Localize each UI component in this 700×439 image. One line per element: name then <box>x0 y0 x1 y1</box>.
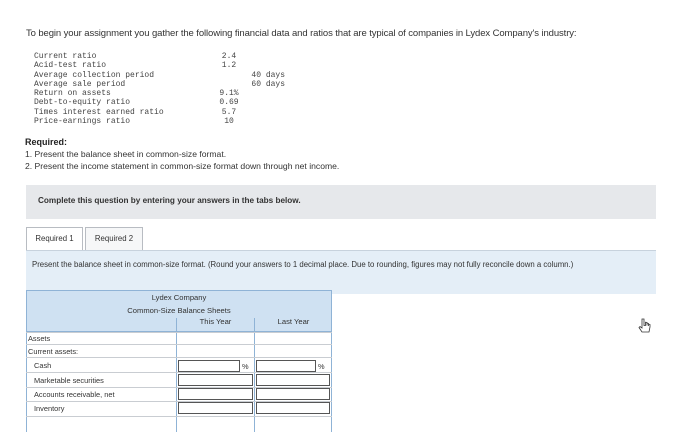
ratio-row <box>34 98 274 107</box>
ratio-value: 9.1% <box>219 89 239 99</box>
cash-this-year-input[interactable] <box>178 360 240 372</box>
ratio-number: 60 <box>251 79 261 89</box>
ratio-row <box>34 70 286 80</box>
marketable-securities-last-year-input[interactable] <box>256 374 330 386</box>
row-divider <box>26 416 332 417</box>
column-divider <box>176 318 177 432</box>
instruction-text: Present the balance sheet in common-size format. (Round your answers to 1 decimal place. Due to rounding, figures may not fully reconcile down a column.) <box>32 260 574 269</box>
ratio-label: Average sale period <box>34 79 126 89</box>
tab-required-2[interactable] <box>85 227 143 251</box>
column-divider <box>254 318 255 432</box>
ratio-value <box>247 80 317 89</box>
ratio-unit: days <box>265 70 286 80</box>
ratio-list <box>34 52 286 127</box>
column-divider <box>331 290 332 432</box>
row-divider <box>26 372 332 373</box>
row-label-assets: Assets <box>28 334 51 343</box>
row-divider <box>26 344 332 345</box>
ratio-row <box>34 108 274 117</box>
ratio-value: 10 <box>224 117 234 127</box>
intro-text: To begin your assignment you gather the following financial data and ratios that are typical of companies in Lydex Company's industry: <box>26 28 577 39</box>
ratio-row <box>34 61 274 70</box>
ratio-label: Return on assets <box>34 89 111 99</box>
inventory-last-year-input[interactable] <box>256 402 330 414</box>
row-label-inventory: Inventory <box>34 404 65 413</box>
accounts-receivable-last-year-input[interactable] <box>256 388 330 400</box>
ratio-value: 2.4 <box>221 52 237 61</box>
percent-sign: % <box>318 362 325 371</box>
marketable-securities-this-year-input[interactable] <box>178 374 253 386</box>
column-divider <box>26 290 27 432</box>
ratio-label: Acid-test ratio <box>34 61 107 71</box>
ratio-label: Current ratio <box>34 52 97 61</box>
row-divider <box>26 332 332 333</box>
cash-last-year-input[interactable] <box>256 360 316 372</box>
inventory-this-year-input[interactable] <box>178 402 253 414</box>
ratio-row <box>34 52 274 61</box>
tab-label: Required 1 <box>35 234 74 243</box>
required-heading: Required: <box>25 137 68 147</box>
complete-question-bar <box>26 185 656 219</box>
ratio-label: Price-earnings ratio <box>34 117 131 127</box>
ratio-label: Average collection period <box>34 70 155 80</box>
ratio-value: 5.7 <box>221 107 237 117</box>
ratio-value: 1.2 <box>221 61 237 71</box>
ratio-row <box>34 89 274 98</box>
row-label-current-assets: Current assets: <box>28 347 79 356</box>
ratio-label: Times interest earned ratio <box>34 107 164 117</box>
required-item-2: 2. Present the income statement in common-size format down through net income. <box>25 161 340 171</box>
ratio-row <box>34 117 274 126</box>
table-title: Common-Size Balance Sheets <box>127 306 231 315</box>
ratio-row <box>34 79 286 89</box>
row-divider <box>26 357 332 358</box>
pointer-cursor-icon <box>638 318 652 339</box>
ratio-value <box>247 71 317 80</box>
col-header-last-year: Last Year <box>277 317 310 326</box>
ratio-number: 40 <box>251 70 261 80</box>
ratio-unit: days <box>265 79 286 89</box>
col-header-this-year: This Year <box>199 317 232 326</box>
tab-label: Required 2 <box>94 234 134 243</box>
accounts-receivable-this-year-input[interactable] <box>178 388 253 400</box>
tab-required-1[interactable] <box>26 227 83 251</box>
ratio-label: Debt-to-equity ratio <box>34 98 131 108</box>
percent-sign: % <box>242 362 249 371</box>
required-item-1: 1. Present the balance sheet in common-size format. <box>25 149 227 159</box>
instruction-box <box>26 250 656 294</box>
complete-question-text: Complete this question by entering your answers in the tabs below. <box>38 196 301 205</box>
company-name: Lydex Company <box>151 293 207 302</box>
row-label-accounts-receivable: Accounts receivable, net <box>34 390 115 399</box>
ratio-value: 0.69 <box>219 98 239 108</box>
row-label-marketable-securities: Marketable securities <box>34 376 104 385</box>
row-label-cash: Cash <box>34 361 52 370</box>
